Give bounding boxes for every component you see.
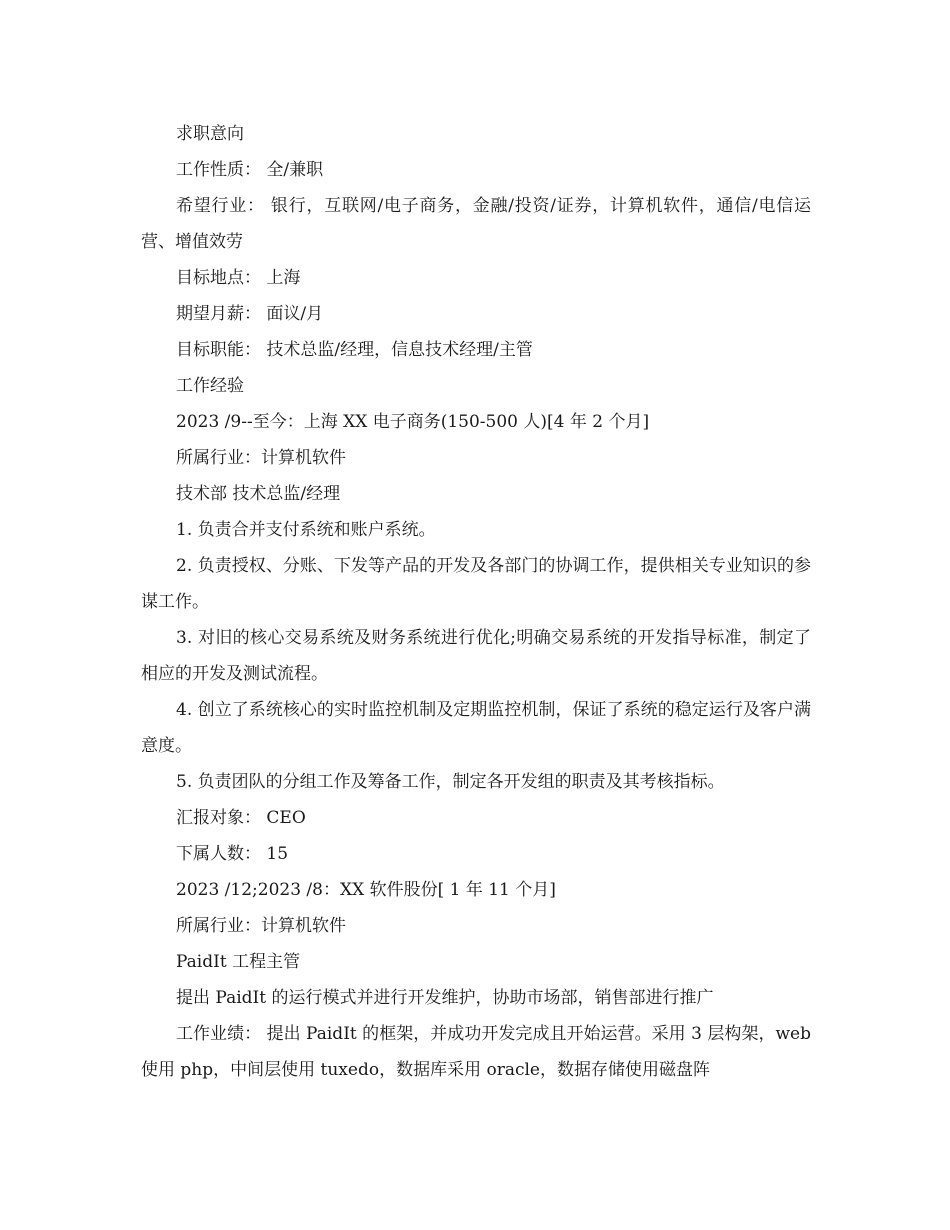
department-title-line: 技术部 技术总监/经理	[176, 484, 341, 504]
section-heading-job-intention: 求职意向	[176, 124, 244, 144]
achievement-line: 工作业绩： 提出 PaidIt 的框架，并成功开发完成且开始运营。采用 3 层构架，web 使用 php，中间层使用 tuxedo，数据库采用 oracle，数据存储使用磁盘阵	[141, 1024, 811, 1080]
job-period-line: 2023 /12;2023 /8：XX 软件股份[ 1 年 11 个月]	[176, 880, 556, 900]
department-title-line: PaidIt 工程主管	[176, 952, 301, 972]
report-to-line: 汇报对象： CEO	[176, 808, 306, 828]
job-period-line: 2023 /9--至今：上海 XX 电子商务(150-500 人)[4 年 2 个月]	[176, 412, 650, 432]
industry-line: 所属行业：计算机软件	[176, 916, 346, 936]
job-type-line: 工作性质： 全/兼职	[176, 160, 324, 180]
subordinates-line: 下属人数： 15	[176, 844, 289, 864]
job-description-line: 提出 PaidIt 的运行模式并进行开发维护，协助市场部，销售部进行推广	[176, 988, 714, 1008]
industry-line: 所属行业：计算机软件	[176, 448, 346, 468]
section-heading-work-experience: 工作经验	[176, 376, 244, 396]
duty-item: 1. 负责合并支付系统和账户系统。	[176, 520, 436, 540]
duty-item: 2. 负责授权、分账、下发等产品的开发及各部门的协调工作，提供相关专业知识的参谋工作。	[141, 556, 811, 612]
resume-body	[141, 116, 811, 1088]
duty-item: 3. 对旧的核心交易系统及财务系统进行优化;明确交易系统的开发指导标准，制定了相应的开发及测试流程。	[141, 628, 811, 684]
desired-industry-line: 希望行业： 银行，互联网/电子商务，金融/投资/证券，计算机软件，通信/电信运营、增值效劳	[141, 196, 811, 252]
target-function-line: 目标职能： 技术总监/经理，信息技术经理/主管	[176, 340, 533, 360]
duty-item: 5. 负责团队的分组工作及筹备工作，制定各开发组的职责及其考核指标。	[176, 772, 725, 792]
duty-item: 4. 创立了系统核心的实时监控机制及定期监控机制，保证了系统的稳定运行及客户满意度。	[141, 700, 811, 756]
target-location-line: 目标地点： 上海	[176, 268, 301, 288]
expected-salary-line: 期望月薪： 面议/月	[176, 304, 324, 324]
